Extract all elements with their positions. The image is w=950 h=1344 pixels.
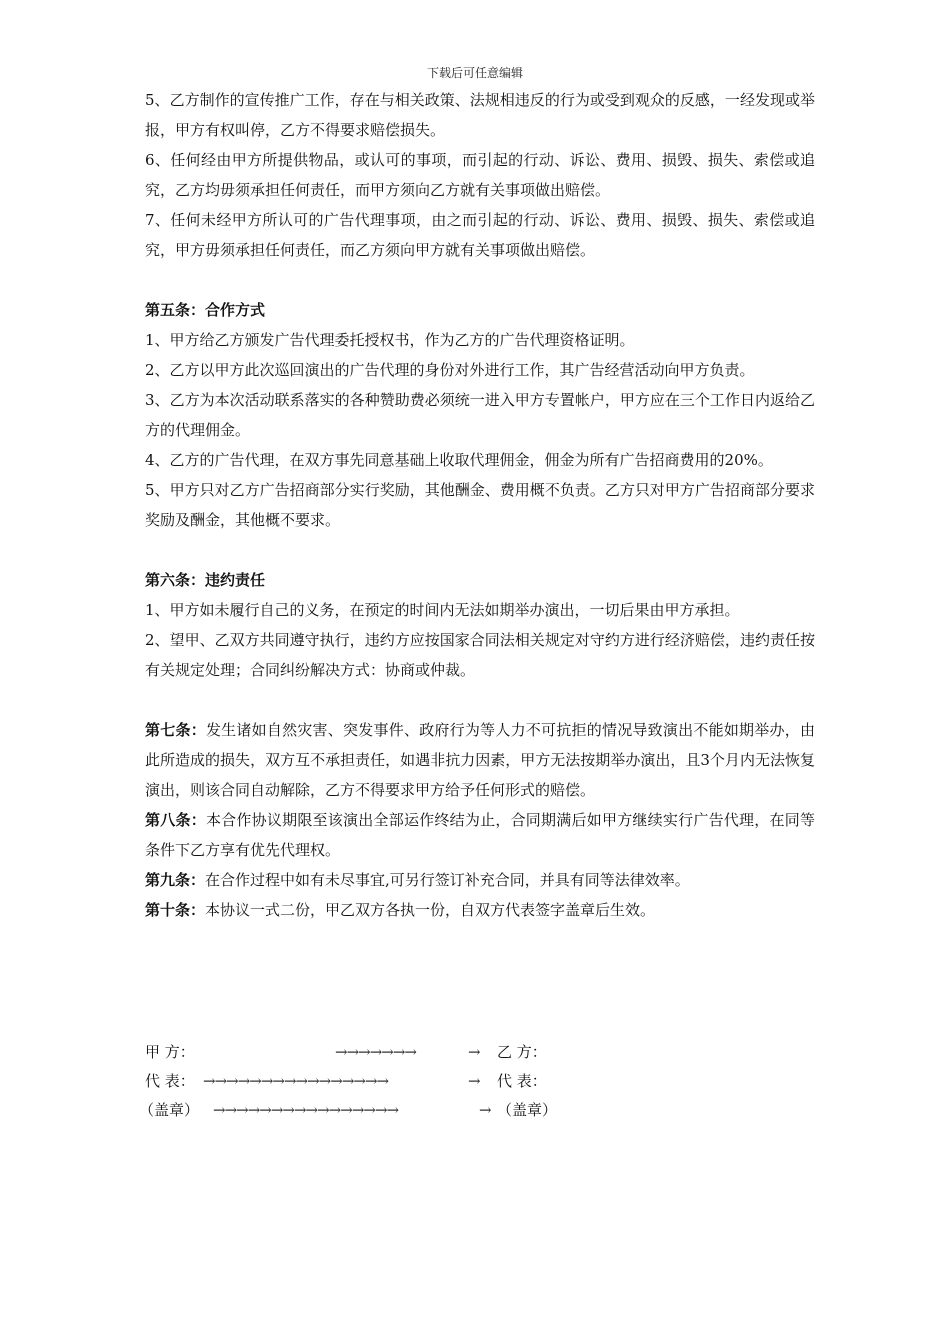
tab-arrows: →→→→→→→ [335,1043,416,1061]
article8-text: 本合作协议期限至该演出全部运作终结为止，合同期满后如甲方继续实行广告代理，在同等条件下乙方享有优先代理权。 [145,811,815,859]
article6-item: 1、甲方如未履行自己的义务，在预定的时间内无法如期举办演出，一切后果由甲方承担。 [145,601,740,619]
seal-b-label: （盖章） [497,1101,558,1119]
article5-item: 5、甲方只对乙方广告招商部分实行奖励，其他酬金、费用概不负责。乙方只对甲方广告招商部分要求奖励及酬金，其他概不要求。 [145,481,815,529]
tab-arrow: → [468,1072,480,1090]
clause-6: 6、任何经由甲方所提供物品，或认可的事项，而引起的行动、诉讼、费用、损毁、损失、索偿或追究，乙方均毋须承担任何责任，而甲方须向乙方就有关事项做出赔偿。 [145,151,815,199]
article9-label: 第九条： [145,871,206,889]
signature-block [139,1038,705,1125]
article10 [145,895,815,925]
article5-item: 3、乙方为本次活动联系落实的各种赞助费必须统一进入甲方专置帐户，甲方应在三个工作日内返给乙方的代理佣金。 [145,391,815,439]
article8 [145,805,815,865]
article9-text: 在合作过程中如有未尽事宜,可另行签订补充合同，并具有同等法律效率。 [205,871,690,889]
tab-arrows: →→→→→→→→→→→→→→→→ [213,1101,399,1119]
article6-item: 2、望甲、乙双方共同遵守执行，违约方应按国家合同法相关规定对守约方进行经济赔偿，违约责任按有关规定处理；合同纠纷解决方式：协商或仲裁。 [145,631,815,679]
tab-arrows: →→→→→→→→→→→→→→→→ [203,1072,389,1090]
article5-item: 1、甲方给乙方颁发广告代理委托授权书，作为乙方的广告代理资格证明。 [145,331,635,349]
article7-text: 发生诸如自然灾害、突发事件、政府行为等人力不可抗拒的情况导致演出不能如期举办，由此所造成的损失，双方互不承担责任，如遇非抗力因素，甲方无法按期举办演出，且3个月内无法恢复演出，则该合同自动解除，乙方不得要求甲方给予任何形式的赔偿。 [145,721,815,799]
article6-title: 第六条：违约责任 [145,571,266,589]
article5-item: 2、乙方以甲方此次巡回演出的广告代理的身份对外进行工作，其广告经营活动向甲方负责。 [145,361,755,379]
article9 [145,865,815,895]
clause-7: 7、任何未经甲方所认可的广告代理事项，由之而引起的行动、诉讼、费用、损毁、损失、索偿或追究，甲方毋须承担任何责任，而乙方须向甲方就有关事项做出赔偿。 [145,211,815,259]
rep-b-label: 代 表： [497,1072,547,1090]
article8-label: 第八条： [145,811,206,829]
party-b-label: 乙 方： [497,1043,547,1061]
tab-arrow: → [468,1043,480,1061]
tab-arrow: → [479,1101,491,1119]
signature-row-party [145,1038,705,1067]
rep-a-label: 代 表： [145,1072,195,1090]
clause-5: 5、乙方制作的宣传推广工作，存在与相关政策、法规相违反的行为或受到观众的反感，一经发现或举报，甲方有权叫停，乙方不得要求赔偿损失。 [145,91,815,139]
article10-label: 第十条： [145,901,206,919]
signature-row-seal [139,1096,705,1125]
party-a-label: 甲 方： [145,1043,195,1061]
article5-item: 4、乙方的广告代理，在双方事先同意基础上收取代理佣金，佣金为所有广告招商费用的20%。 [145,451,773,469]
article7-label: 第七条： [145,721,206,739]
article7 [145,715,815,805]
article10-text: 本协议一式二份，甲乙双方各执一份，自双方代表签字盖章后生效。 [205,901,656,919]
contract-body [145,85,815,925]
article5-title: 第五条：合作方式 [145,301,266,319]
header-note: 下载后可任意编辑 [426,66,523,80]
signature-row-rep [145,1067,705,1096]
seal-a-label: （盖章） [139,1101,200,1119]
